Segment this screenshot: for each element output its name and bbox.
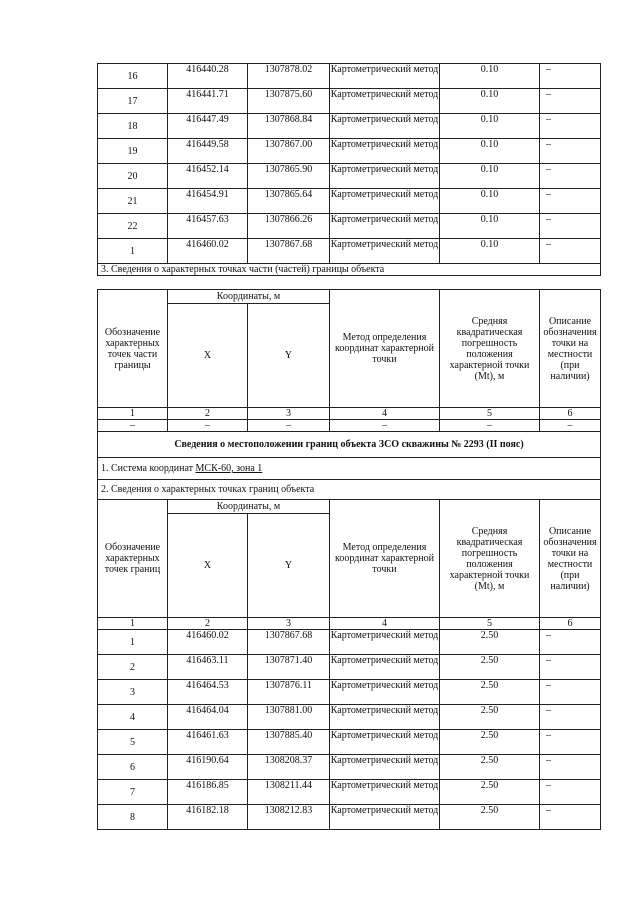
col-num-6: 6 — [540, 618, 601, 630]
table-row — [98, 164, 601, 189]
cell-x: 416447.49 — [168, 114, 248, 139]
header-x-2: X — [168, 514, 248, 618]
header-y: Y — [248, 304, 330, 408]
table-row — [98, 114, 601, 139]
cell-m: Картометрический метод — [330, 239, 440, 264]
header-coordinates-2: Координаты, м — [168, 500, 330, 514]
cell-n: 7 — [98, 780, 168, 805]
coord-system-name: МСК-60, зона 1 — [195, 463, 263, 474]
cell-d: – — [540, 114, 601, 139]
cell-m: Картометрический метод — [330, 89, 440, 114]
table-row — [98, 64, 601, 89]
cell-x: 416464.04 — [168, 705, 248, 730]
section-2-title: 2. Сведения о характерных точках границ объекта — [98, 480, 601, 500]
col-num-5: 5 — [440, 408, 540, 420]
cell-acc: 0.10 — [440, 164, 540, 189]
cell-d: – — [540, 239, 601, 264]
cell-y: 1307878.02 — [248, 64, 330, 89]
cell-n: 2 — [98, 655, 168, 680]
cell-acc: 2.50 — [440, 705, 540, 730]
header-description-2: Описание обозначения точки на местности (при наличии) — [540, 500, 601, 618]
table-row — [98, 189, 601, 214]
coord-system — [98, 458, 601, 480]
cell-n: 21 — [98, 189, 168, 214]
part-cell: – — [168, 420, 248, 432]
cell-n: 17 — [98, 89, 168, 114]
part-cell: – — [248, 420, 330, 432]
cell-y: 1307881.00 — [248, 705, 330, 730]
cell-x: 416464.53 — [168, 680, 248, 705]
cell-acc: 2.50 — [440, 755, 540, 780]
part-cell: – — [540, 420, 601, 432]
zso-title: Сведения о местоположении границ объекта ЗСО скважины № 2293 (II пояс) — [98, 432, 601, 458]
cell-m: Картометрический метод — [330, 64, 440, 89]
cell-d: – — [540, 680, 601, 705]
cell-y: 1307867.00 — [248, 139, 330, 164]
cell-d: – — [540, 164, 601, 189]
cell-n: 5 — [98, 730, 168, 755]
table-row — [98, 680, 601, 705]
cell-n: 20 — [98, 164, 168, 189]
cell-x: 416460.02 — [168, 239, 248, 264]
cell-acc: 2.50 — [440, 780, 540, 805]
part-cell: – — [440, 420, 540, 432]
cell-x: 416186.85 — [168, 780, 248, 805]
col-num-2: 2 — [168, 618, 248, 630]
cell-y: 1307871.40 — [248, 655, 330, 680]
table-row — [98, 780, 601, 805]
col-num-6: 6 — [540, 408, 601, 420]
table-row — [98, 705, 601, 730]
col-num-3: 3 — [248, 408, 330, 420]
header-designation: Обозначение характерных точек границ — [98, 500, 168, 618]
cell-d: – — [540, 780, 601, 805]
cell-m: Картометрический метод — [330, 189, 440, 214]
col-num-4: 4 — [330, 408, 440, 420]
cell-d: – — [540, 755, 601, 780]
cell-x: 416452.14 — [168, 164, 248, 189]
col-num-5: 5 — [440, 618, 540, 630]
cell-n: 22 — [98, 214, 168, 239]
header-method-2: Метод определения координат характерной точки — [330, 500, 440, 618]
cell-acc: 2.50 — [440, 630, 540, 655]
cell-n: 3 — [98, 680, 168, 705]
cell-d: – — [540, 805, 601, 830]
cell-y: 1307866.26 — [248, 214, 330, 239]
cell-m: Картометрический метод — [330, 730, 440, 755]
cell-x: 416440.28 — [168, 64, 248, 89]
cell-d: – — [540, 189, 601, 214]
header-description: Описание обозначения точки на местности (при наличии) — [540, 290, 601, 408]
cell-y: 1307865.90 — [248, 164, 330, 189]
cell-m: Картометрический метод — [330, 780, 440, 805]
cell-acc: 0.10 — [440, 114, 540, 139]
cell-n: 1 — [98, 630, 168, 655]
cell-y: 1307885.40 — [248, 730, 330, 755]
table-row — [98, 630, 601, 655]
cell-m: Картометрический метод — [330, 214, 440, 239]
cell-n: 18 — [98, 114, 168, 139]
cell-y: 1307868.84 — [248, 114, 330, 139]
cell-m: Картометрический метод — [330, 164, 440, 189]
cell-acc: 2.50 — [440, 655, 540, 680]
cell-x: 416454.91 — [168, 189, 248, 214]
table-row — [98, 214, 601, 239]
cell-acc: 0.10 — [440, 189, 540, 214]
cell-d: – — [540, 705, 601, 730]
cell-m: Картометрический метод — [330, 114, 440, 139]
table-row — [98, 805, 601, 830]
cell-acc: 2.50 — [440, 805, 540, 830]
cell-x: 416449.58 — [168, 139, 248, 164]
cell-d: – — [540, 214, 601, 239]
cell-n: 4 — [98, 705, 168, 730]
cell-m: Картометрический метод — [330, 805, 440, 830]
cell-x: 416460.02 — [168, 630, 248, 655]
header-coordinates: Координаты, м — [168, 290, 330, 304]
cell-y: 1307867.68 — [248, 630, 330, 655]
cell-y: 1308212.83 — [248, 805, 330, 830]
cell-acc: 2.50 — [440, 730, 540, 755]
cell-x: 416190.64 — [168, 755, 248, 780]
table-row — [98, 730, 601, 755]
header-designation-part: Обозначение характерных точек части границы — [98, 290, 168, 408]
cell-d: – — [540, 655, 601, 680]
col-num-4: 4 — [330, 618, 440, 630]
part-cell: – — [98, 420, 168, 432]
cell-acc: 0.10 — [440, 139, 540, 164]
cell-d: – — [540, 730, 601, 755]
cell-acc: 0.10 — [440, 89, 540, 114]
cell-y: 1307875.60 — [248, 89, 330, 114]
col-num-1: 1 — [98, 408, 168, 420]
cell-m: Картометрический метод — [330, 680, 440, 705]
cell-y: 1308211.44 — [248, 780, 330, 805]
cell-m: Картометрический метод — [330, 630, 440, 655]
cell-n: 1 — [98, 239, 168, 264]
cell-d: – — [540, 64, 601, 89]
points-table-top — [97, 63, 601, 276]
header-y-2: Y — [248, 514, 330, 618]
part-cell: – — [330, 420, 440, 432]
cell-x: 416457.63 — [168, 214, 248, 239]
header-x: X — [168, 304, 248, 408]
part-points-table — [97, 289, 601, 830]
cell-m: Картометрический метод — [330, 705, 440, 730]
col-num-3: 3 — [248, 618, 330, 630]
cell-d: – — [540, 139, 601, 164]
cell-x: 416441.71 — [168, 89, 248, 114]
table-row — [98, 139, 601, 164]
cell-n: 6 — [98, 755, 168, 780]
header-accuracy: Средняя квадратическая погрешность положения характерной точки (Mt), м — [440, 290, 540, 408]
cell-x: 416461.63 — [168, 730, 248, 755]
section-3-title: 3. Сведения о характерных точках части (частей) границы объекта — [98, 264, 601, 276]
cell-x: 416463.11 — [168, 655, 248, 680]
cell-m: Картометрический метод — [330, 655, 440, 680]
col-num-2: 2 — [168, 408, 248, 420]
cell-n: 8 — [98, 805, 168, 830]
cell-n: 16 — [98, 64, 168, 89]
cell-acc: 2.50 — [440, 680, 540, 705]
cell-y: 1308208.37 — [248, 755, 330, 780]
table-row — [98, 89, 601, 114]
table-row — [98, 655, 601, 680]
cell-m: Картометрический метод — [330, 755, 440, 780]
header-method: Метод определения координат характерной точки — [330, 290, 440, 408]
cell-y: 1307876.11 — [248, 680, 330, 705]
col-num-1: 1 — [98, 618, 168, 630]
cell-y: 1307865.64 — [248, 189, 330, 214]
cell-m: Картометрический метод — [330, 139, 440, 164]
header-accuracy-2: Средняя квадратическая погрешность положения характерной точки (Mt), м — [440, 500, 540, 618]
cell-acc: 0.10 — [440, 239, 540, 264]
cell-acc: 0.10 — [440, 64, 540, 89]
cell-d: – — [540, 630, 601, 655]
cell-n: 19 — [98, 139, 168, 164]
cell-x: 416182.18 — [168, 805, 248, 830]
cell-acc: 0.10 — [440, 214, 540, 239]
cell-d: – — [540, 89, 601, 114]
coord-system-prefix: 1. Система координат — [101, 463, 196, 474]
cell-y: 1307867.68 — [248, 239, 330, 264]
table-row — [98, 239, 601, 264]
table-row — [98, 755, 601, 780]
